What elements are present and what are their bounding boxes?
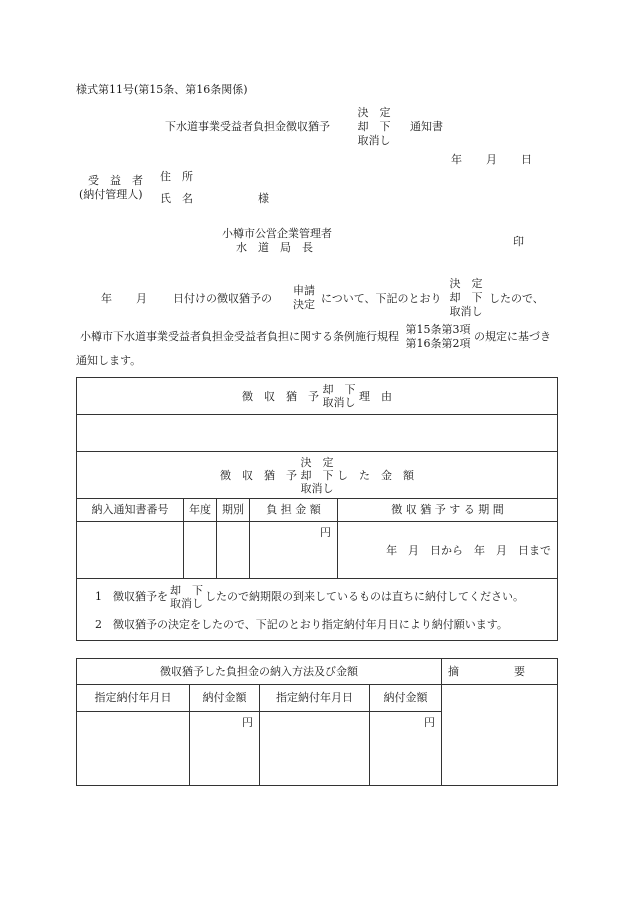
title-options <box>356 106 392 148</box>
seal-mark: 印 <box>513 235 524 248</box>
issuer-title: 水 道 局 長 <box>236 241 313 254</box>
body-middle-text: について、下記のとおり <box>321 292 442 305</box>
amount-heading <box>77 452 558 499</box>
decision-option-decide: 決 定 <box>449 277 483 290</box>
ordinance-text: 小樽市下水道事業受益者負担金受益者負担に関する条例施行規程 <box>80 330 399 343</box>
recipient-sublabel: (納付管理人) <box>79 188 143 201</box>
form-number: 様式第11号(第15条、第16条関係) <box>76 83 248 96</box>
decision-suffix: したので、 <box>489 292 544 305</box>
cell-term[interactable] <box>217 522 250 579</box>
cell-due-date-2[interactable] <box>260 712 370 786</box>
remarks-heading: 摘 要 <box>442 659 558 685</box>
col-term: 期別 <box>217 499 250 522</box>
period-text: 年 月 日から 年 月 日まで <box>386 544 552 557</box>
decision-option-cancel: 取消し <box>449 305 483 318</box>
cell-due-date-1[interactable] <box>77 712 190 786</box>
cell-amount-1[interactable] <box>190 712 260 786</box>
note1-prefix: 1 徴収猶予を <box>95 589 168 603</box>
payment-table <box>76 658 558 786</box>
col-fiscal-year: 年度 <box>184 499 217 522</box>
decision-option-reject: 却 下 <box>449 291 483 304</box>
reason-heading <box>77 378 558 415</box>
cell-amount-2[interactable] <box>370 712 442 786</box>
currency-unit: 円 <box>320 526 331 539</box>
col-notice-number: 納入通知書番号 <box>77 499 184 522</box>
apply-option-request: 申請 <box>293 284 315 297</box>
reason-prefix: 徴 収 猶 予 <box>242 389 320 403</box>
reason-option-cancel: 取消し <box>322 396 356 409</box>
date-day: 日 <box>521 153 532 166</box>
currency-unit-2: 円 <box>424 716 435 729</box>
amount-option-cancel: 取消し <box>300 481 334 495</box>
decision-options <box>448 277 484 319</box>
title-option-decide: 決 定 <box>357 106 391 119</box>
cell-charge-amount[interactable] <box>250 522 338 579</box>
reason-option-reject: 却 下 <box>322 383 356 396</box>
clause-option-16: 第16条第2項 <box>405 337 471 350</box>
address-label: 住 所 <box>160 170 193 183</box>
cell-deferral-period[interactable] <box>338 522 558 579</box>
deferral-table <box>76 377 558 641</box>
body-date-text: 日付けの徴収猶予の <box>173 292 272 305</box>
note-1 <box>95 582 557 612</box>
note1-option-cancel: 取消し <box>170 596 203 610</box>
note1-options <box>170 584 203 610</box>
apply-options <box>290 284 318 312</box>
amount-option-decide: 決 定 <box>300 455 334 469</box>
body-year: 年 <box>101 292 112 305</box>
col-deferral-period: 徴 収 猶 予 す る 期 間 <box>338 499 558 522</box>
cell-fiscal-year[interactable] <box>184 522 217 579</box>
note-2: 2 徴収猶予の決定をしたので、下記のとおり指定納付年月日により納付願います。 <box>95 617 508 631</box>
date-month: 月 <box>486 153 497 166</box>
col-amount-1: 納付金額 <box>190 685 260 712</box>
reason-suffix: 理 由 <box>359 389 393 403</box>
cell-notice-number[interactable] <box>77 522 184 579</box>
clause-options <box>404 323 472 351</box>
body-month: 月 <box>136 292 147 305</box>
body-closing: 通知します。 <box>76 354 142 367</box>
notice-title: 下水道事業受益者負担金徴収猶予 <box>165 120 330 133</box>
amount-option-reject: 却 下 <box>300 468 334 482</box>
notice-title-suffix: 通知書 <box>410 120 443 133</box>
note1-option-reject: 却 下 <box>170 583 203 597</box>
amount-suffix: し た 金 額 <box>337 468 415 482</box>
title-option-reject: 却 下 <box>357 120 391 133</box>
amount-options <box>301 456 334 495</box>
remarks-field[interactable] <box>442 685 558 786</box>
reason-options <box>323 383 356 409</box>
issuer-org: 小樽市公営企業管理者 <box>222 227 332 240</box>
note1-suffix: したので納期限の到来しているものは直ちに納付してください。 <box>205 589 524 603</box>
name-label: 氏 名 <box>160 192 193 205</box>
amount-prefix: 徴 収 猶 予 <box>220 468 298 482</box>
currency-unit-1: 円 <box>242 716 253 729</box>
reason-field[interactable] <box>77 415 558 452</box>
payment-heading: 徴収猶予した負担金の納入方法及び金額 <box>77 659 442 685</box>
col-amount-2: 納付金額 <box>370 685 442 712</box>
apply-option-decision: 決定 <box>293 298 315 311</box>
col-due-date-1: 指定納付年月日 <box>77 685 190 712</box>
honorific: 様 <box>258 192 269 205</box>
clause-option-15: 第15条第3項 <box>405 323 471 336</box>
title-option-cancel: 取消し <box>357 134 391 147</box>
date-year: 年 <box>451 153 462 166</box>
recipient-label: 受 益 者 <box>88 174 143 187</box>
col-due-date-2: 指定納付年月日 <box>260 685 370 712</box>
clause-suffix: の規定に基づき <box>474 330 551 343</box>
notes-cell <box>77 579 558 641</box>
col-charge-amount: 負 担 金 額 <box>250 499 338 522</box>
